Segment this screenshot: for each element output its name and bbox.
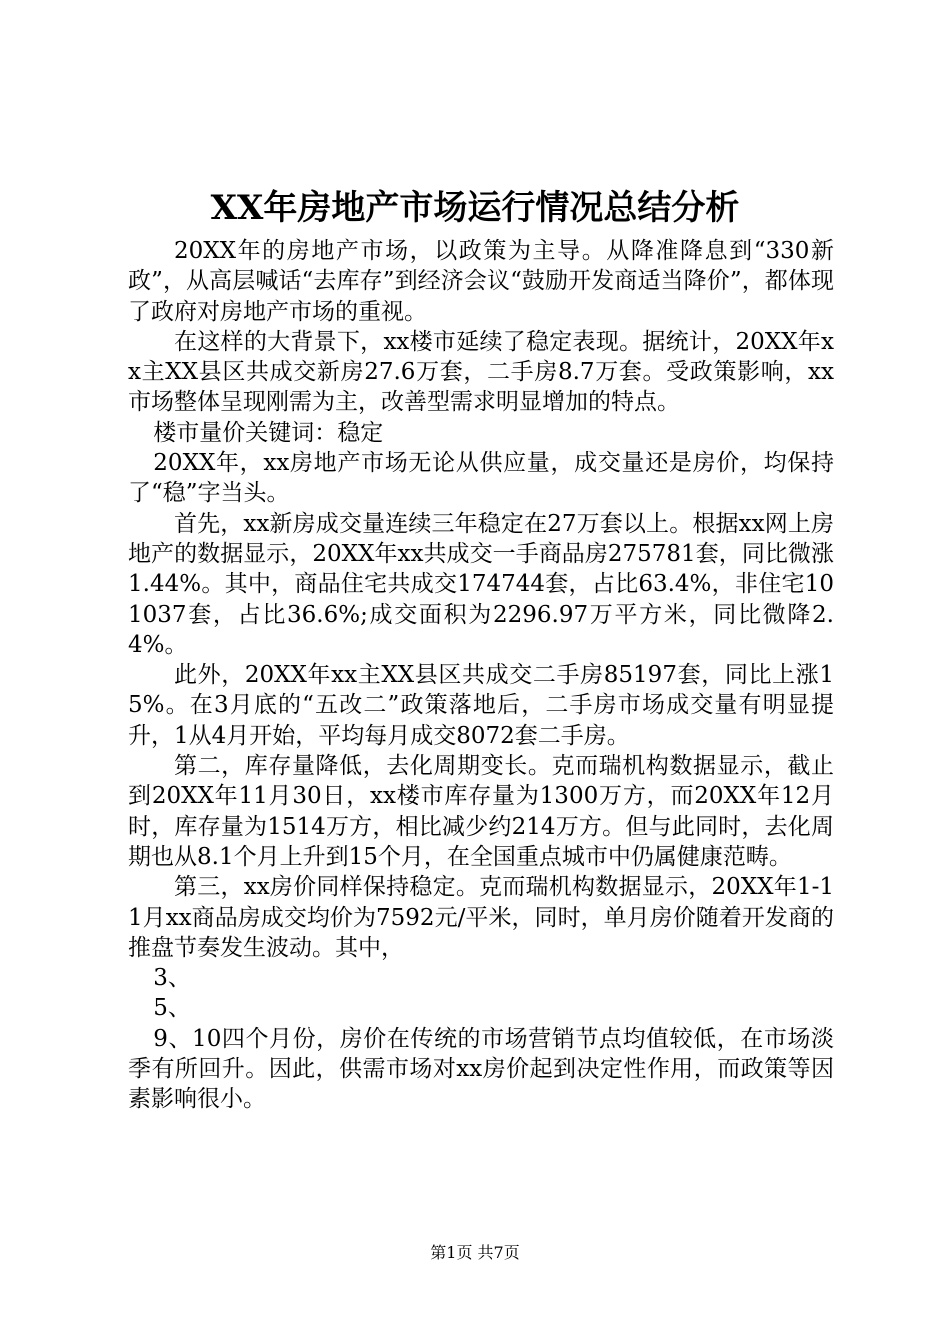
paragraph-second: 第二，库存量降低，去化周期变长。克而瑞机构数据显示，截止到20XX年11月30日，xx楼市库存量为1300万方，而20XX年12月时，库存量为1514万方，相比减少约214万方。但与此同时，去化周期也从8.1个月上升到15个月，在全国重点城市中仍属健康范畴。 (128, 753, 834, 870)
list-item-5: 5、 (153, 995, 191, 1022)
page-footer: 第1页 共7页 (430, 1243, 520, 1262)
paragraph-secondhand: 此外，20XX年xx主XX县区共成交二手房85197套，同比上涨15%。在3月底的“五改二”政策落地后，二手房市场成交量有明显提升，1从4月开始，平均每月成交8072套二手房。 (128, 662, 834, 749)
paragraph-intro: 20XX年的房地产市场，以政策为主导。从降准降息到“330新政”，从高层喊话“去库存”到经济会议“鼓励开发商适当降价”，都体现了政府对房地产市场的重视。 (128, 238, 834, 325)
list-item-3: 3、 (153, 965, 191, 992)
paragraph-third: 第三，xx房价同样保持稳定。克而瑞机构数据显示，20XX年1-11月xx商品房成交均价为7592元/平米，同时，单月房价随着开发商的推盘节奏发生波动。其中， (128, 874, 834, 961)
paragraph-keyword: 楼市量价关键词：稳定 (153, 419, 384, 446)
paragraph-background: 在这样的大背景下，xx楼市延续了稳定表现。据统计，20XX年xx主XX县区共成交新房27.6万套，二手房8.7万套。受政策影响，xx市场整体呈现刚需为主，改善型需求明显增加的特点。 (128, 328, 834, 416)
document-body (128, 236, 834, 1115)
paragraph-stability: 20XX年，xx房地产市场无论从供应量，成交量还是房价，均保持了“稳”字当头。 (128, 450, 834, 507)
paragraph-conclusion: 9、10四个月份，房价在传统的市场营销节点均值较低，在市场淡季有所回升。因此，供需市场对xx房价起到决定性作用，而政策等因素影响很小。 (128, 1025, 834, 1113)
paragraph-first: 首先，xx新房成交量连续三年稳定在27万套以上。根据xx网上房地产的数据显示，20XX年xx共成交一手商品房275781套，同比微涨1.44%。其中，商品住宅共成交174744套，占比63.4%，非住宅101037套，占比36.6%;成交面积为2296.97万平方米，同比微降2.4%。 (128, 510, 834, 658)
document-title: XX年房地产市场运行情况总结分析 (210, 188, 740, 228)
